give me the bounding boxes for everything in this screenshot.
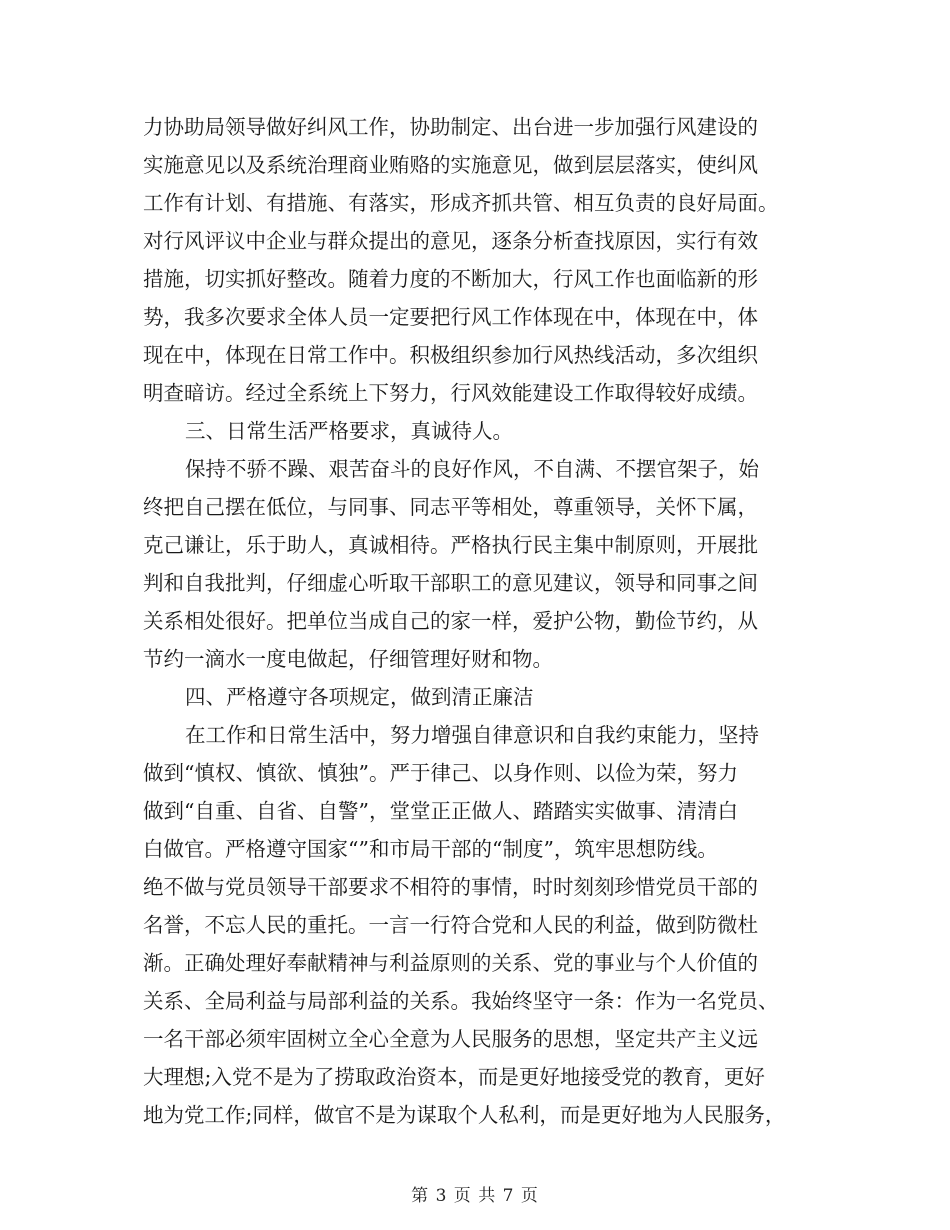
text-line: 明查暗访。经过全系统上下努力，行风效能建设工作取得较好成绩。 [143, 381, 758, 405]
page-number-footer: 第 3 页 共 7 页 [411, 1186, 539, 1206]
text-line: 绝不做与党员领导干部要求不相符的事情，时时刻刻珍惜党员干部的 [143, 875, 758, 899]
text-line: 工作有计划、有措施、有落实，形成齐抓共管、相互负责的良好局面。 [143, 191, 779, 215]
text-line: 关系相处很好。把单位当成自己的家一样，爱护公物，勤俭节约，从 [143, 609, 758, 633]
section-heading: 四、严格遵守各项规定，做到清正廉洁 [185, 685, 534, 709]
text-line: 节约一滴水一度电做起，仔细管理好财和物。 [143, 647, 553, 671]
text-line: 措施，切实抓好整改。随着力度的不断加大，行风工作也面临新的形 [143, 267, 758, 291]
text-line: 地为党工作;同样，做官不是为谋取个人私利，而是更好地为人民服务， [143, 1103, 786, 1127]
text-line: 关系、全局利益与局部利益的关系。我始终坚守一条：作为一名党员、 [143, 989, 779, 1013]
text-line: 大理想;入党不是为了捞取政治资本，而是更好地接受党的教育，更好 [143, 1065, 765, 1089]
text-line: 做到“慎权、慎欲、慎独”。严于律己、以身作则、以俭为荣，努力 [143, 761, 738, 785]
text-line: 势，我多次要求全体人员一定要把行风工作体现在中，体现在中，体 [143, 305, 758, 329]
document-body [143, 108, 823, 1134]
text-line: 做到“自重、自省、自警”，堂堂正正做人、踏踏实实做事、清清白 [143, 799, 738, 823]
text-line: 一名干部必须牢固树立全心全意为人民服务的思想，坚定共产主义远 [143, 1027, 758, 1051]
text-line: 实施意见以及系统治理商业贿赂的实施意见，做到层层落实，使纠风 [143, 153, 758, 177]
text-line: 渐。正确处理好奉献精神与利益原则的关系、党的事业与个人价值的 [143, 951, 758, 975]
text-line: 判和自我批判，仔细虚心听取干部职工的意见建议，领导和同事之间 [143, 571, 758, 595]
text-line: 名誉，不忘人民的重托。一言一行符合党和人民的利益，做到防微杜 [143, 913, 758, 937]
text-line: 克己谦让，乐于助人，真诚相待。严格执行民主集中制原则，开展批 [143, 533, 758, 557]
text-line: 保持不骄不躁、艰苦奋斗的良好作风，不自满、不摆官架子，始 [185, 457, 759, 481]
text-line: 在工作和日常生活中，努力增强自律意识和自我约束能力，坚持 [185, 723, 759, 747]
text-line: 力协助局领导做好纠风工作，协助制定、出台进一步加强行风建设的 [143, 115, 758, 139]
text-line: 现在中，体现在日常工作中。积极组织参加行风热线活动，多次组织 [143, 343, 758, 367]
text-line: 白做官。严格遵守国家“”和市局干部的“制度”，筑牢思想防线。 [143, 837, 718, 861]
text-line: 对行风评议中企业与群众提出的意见，逐条分析查找原因，实行有效 [143, 229, 758, 253]
section-heading: 三、日常生活严格要求，真诚待人。 [185, 419, 513, 443]
text-line: 终把自己摆在低位，与同事、同志平等相处，尊重领导，关怀下属， [143, 495, 758, 519]
